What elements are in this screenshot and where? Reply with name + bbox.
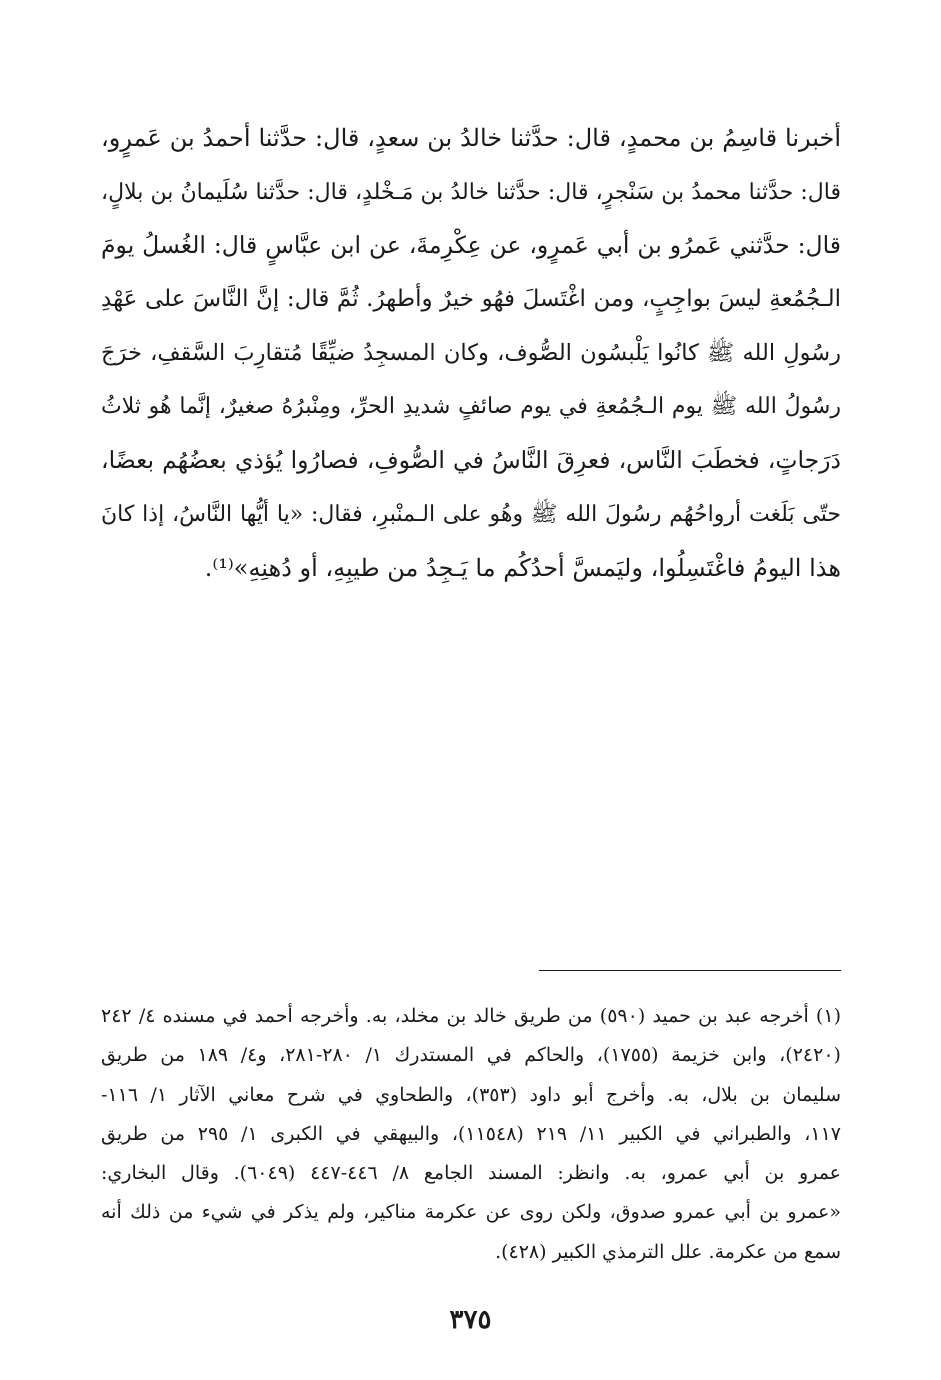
main-text-line: هذا اليومُ فاغْتَسِلُوا، وليَمسَّ أحدُكُم ما يَـجِدُ من طيبِهِ، أو دُهنِهِ»⁽¹⁾.: [204, 553, 841, 582]
main-text-line: دَرَجاتٍ، فخطَبَ النَّاس، فعرِقَ النَّاسُ في الصُّوفِ، فصارُوا يُؤذي بعضُهُم بعضًا،: [101, 446, 841, 475]
footnote-line: سمع من عكرمة. علل الترمذي الكبير (٤٢٨).: [495, 1240, 841, 1263]
main-text-line: قال: حدَّثني عَمرُو بن أبي عَمرٍو، عن عِكْرِمةَ، عن ابن عبَّاسٍ قال: الغُسلُ يومَ: [101, 231, 841, 260]
main-text-line: رسُولِ الله ﷺ كانُوا يَلْبسُون الصُّوف، وكان المسجِدُ ضيِّقًا مُتقارِبَ السَّقفِ، خرَجَ: [101, 339, 841, 366]
main-text-line: رسُولُ الله ﷺ يوم الـجُمُعةِ في يوم صائفٍ شديدِ الحرِّ، ومِنْبرُهُ صغيرٌ، إنَّما هُو ثلاثُ: [101, 394, 841, 420]
main-text-line: قال: حدَّثنا محمدُ بن سَنْجرٍ، قال: حدَّثنا خالدُ بن مَـخْلدٍ، قال: حدَّثنا سُلَيمانُ بن بلالٍ،: [101, 179, 841, 205]
page-number: ٣٧٥: [449, 1305, 492, 1335]
main-text-line: حتّى بَلَغت أرواحُهُم رسُولَ الله ﷺ وهُو على الـمنْبرِ، فقال: «يا أيُّها النَّاسُ، إذا كانَ: [101, 501, 841, 527]
footnote-line: (٢٤٢٠)، وابن خزيمة (١٧٥٥)، والحاكم في المستدرك ١/ ٢٨٠-٢٨١، و٤/ ١٨٩ من طريق: [101, 1044, 841, 1067]
footnote-line: «عمرو بن أبي عمرو صدوق، ولكن روى عن عكرمة مناكير، ولم يذكر في شيء من ذلك أنه: [101, 1201, 841, 1224]
main-text-line: الـجُمُعةِ ليسَ بواجِبٍ، ومن اغْتَسلَ فهُو خيرٌ وأطهرُ. ثُمَّ قال: إنَّ النَّاسَ على عَهْدِ: [101, 286, 841, 313]
footnote-line: ١١٧، والطبراني في الكبير ١١/ ٢١٩ (١١٥٤٨)، والبيهقي في الكبرى ١/ ٢٩٥ من طريق: [101, 1122, 841, 1145]
footnote-line: (١) أخرجه عبد بن حميد (٥٩٠) من طريق خالد بن مخلد، به. وأخرجه أحمد في مسنده ٤/ ٢٤٢: [101, 1005, 841, 1027]
footnote-line: سليمان بن بلال، به. وأخرج أبو داود (٣٥٣)، والطحاوي في شرح معاني الآثار ١/ ١١٦-: [101, 1083, 841, 1106]
footnote-line: عمرو بن أبي عمرو، به. وانظر: المسند الجامع ٨/ ٤٤٦-٤٤٧ (٦٠٤٩). وقال البخاري:: [101, 1162, 842, 1185]
footnotes-block: [101, 997, 841, 1272]
footnote-separator: [539, 970, 841, 971]
main-text-block: [101, 112, 841, 595]
main-text-line: أخبرنا قاسِمُ بن محمدٍ، قال: حدَّثنا خالدُ بن سعدٍ، قال: حدَّثنا أحمدُ بن عَمرٍو،: [101, 124, 841, 152]
